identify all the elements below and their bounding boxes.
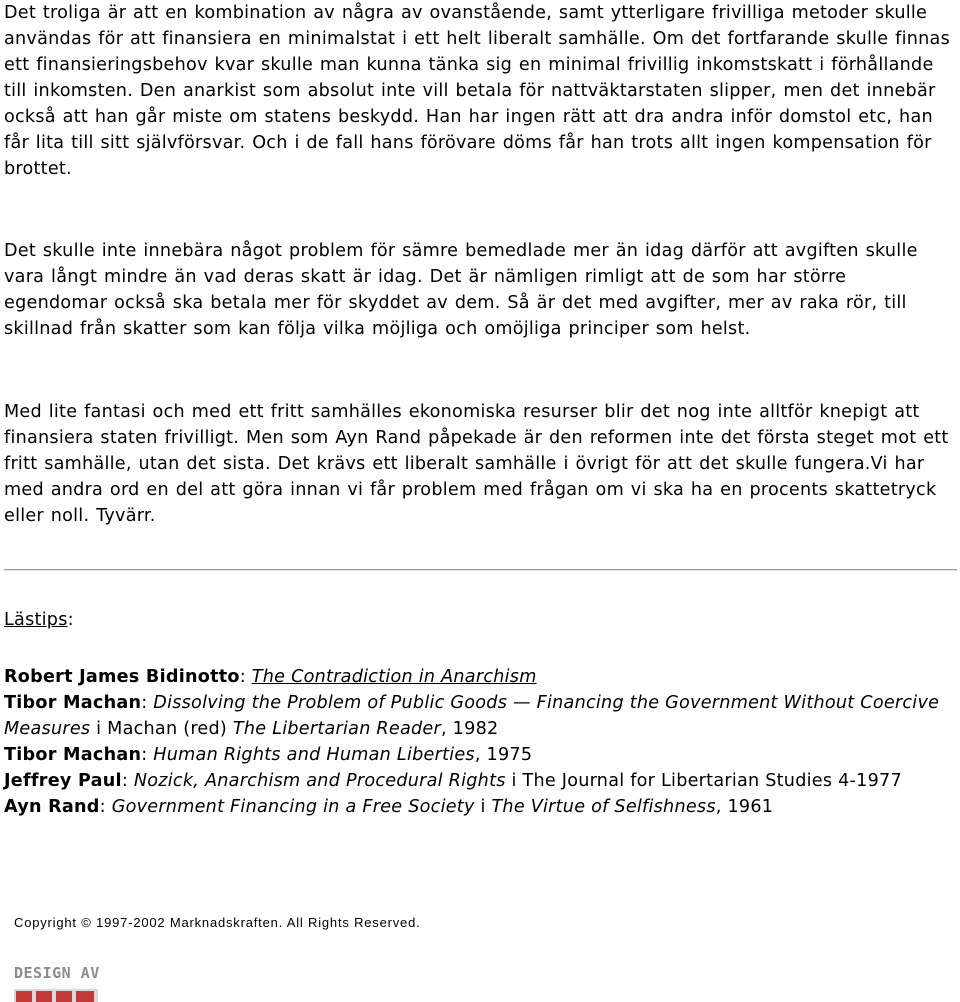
reading-source-title: The Libertarian Reader	[232, 719, 441, 739]
reading-author: Ayn Rand	[4, 797, 100, 817]
reading-list-item	[4, 742, 954, 768]
reading-source-title: The Virtue of Selfishness	[491, 797, 716, 817]
reading-title: Human Rights and Human Liberties	[153, 745, 475, 765]
reading-author: Robert James Bidinotto	[4, 667, 240, 687]
reading-separator: :	[141, 693, 154, 713]
reading-tips-heading	[4, 607, 74, 633]
logo-block	[56, 991, 72, 1002]
reading-title-link[interactable]: The Contradiction in Anarchism	[251, 667, 537, 687]
reading-separator: :	[141, 745, 154, 765]
reading-list-item	[4, 768, 954, 794]
reading-list-item	[4, 690, 954, 742]
reading-year: , 1975	[474, 745, 533, 765]
reading-author: Tibor Machan	[4, 693, 142, 713]
reading-separator: :	[99, 797, 112, 817]
logo-block	[76, 991, 94, 1002]
horizontal-divider	[4, 569, 957, 571]
reading-note: i The Journal for Libertarian Studies 4-1977	[505, 771, 902, 791]
reading-separator: :	[239, 667, 252, 687]
reading-tips-heading-text: Lästips	[4, 610, 68, 630]
article-paragraph-3: Med lite fantasi och med ett fritt samhälles ekonomiska resurser blir det nog inte alltför knepigt att finansiera staten frivilligt. Men som Ayn Rand påpekade är den reformen inte det första steget mot ett fritt samhälle, utan det sista. Det krävs ett liberalt samhälle i övrigt för att det skulle fungera.Vi har med andra ord en del att göra innan vi får problem med frågan om vi ska ha en procents skattetryck eller noll. Tyvärr.	[4, 402, 949, 526]
logo-text: DESIGN AV	[14, 964, 100, 982]
logo-block	[36, 991, 52, 1002]
reading-note: i	[474, 797, 492, 817]
copyright-notice: Copyright © 1997-2002 Marknadskraften. All Rights Reserved.	[14, 915, 421, 930]
logo-block	[16, 991, 32, 1002]
reading-year: , 1961	[715, 797, 774, 817]
reading-year: , 1982	[441, 719, 499, 739]
reading-title: Government Financing in a Free Society	[111, 797, 475, 817]
design-credit-logo-icon	[12, 962, 104, 1002]
reading-list-item	[4, 794, 954, 820]
reading-author: Jeffrey Paul	[4, 771, 122, 791]
reading-tips-heading-colon: :	[67, 610, 74, 630]
reading-list	[4, 664, 954, 820]
reading-title: Nozick, Anarchism and Procedural Rights	[133, 771, 506, 791]
reading-title: Dissolving the Problem of Public Goods — Financing the Government Without Coercive Measures	[4, 693, 940, 739]
reading-list-item	[4, 664, 954, 690]
reading-separator: :	[121, 771, 134, 791]
reading-author: Tibor Machan	[4, 745, 142, 765]
design-credit-logo[interactable]	[12, 962, 104, 1002]
article-paragraph-2: Det skulle inte innebära något problem för sämre bemedlade mer än idag därför att avgiften skulle vara långt mindre än vad deras skatt är idag. Det är nämligen rimligt att de som har större egendomar också ska betala mer för skyddet av dem. Så är det med avgifter, mer av raka rör, till skillnad från skatter som kan följa vilka möjliga och omöjliga principer som helst.	[4, 241, 918, 339]
reading-note: i Machan (red)	[90, 719, 233, 739]
article-paragraph-1: Det troliga är att en kombination av några av ovanstående, samt ytterligare frivilliga metoder skulle användas för att finansiera en minimalstat i ett helt liberalt samhälle. Om det fortfarande skulle finnas ett finansieringsbehov kvar skulle man kunna tänka sig en minimal frivillig inkomstskatt i förhållande till inkomsten. Den anarkist som absolut inte vill betala för nattväktarstaten slipper, men det innebär också att han går miste om statens beskydd. Han har ingen rätt att dra andra inför domstol etc, han får lita till sitt självförsvar. Och i de fall hans förövare döms får han trots allt ingen kompensation för brottet.	[4, 3, 950, 179]
